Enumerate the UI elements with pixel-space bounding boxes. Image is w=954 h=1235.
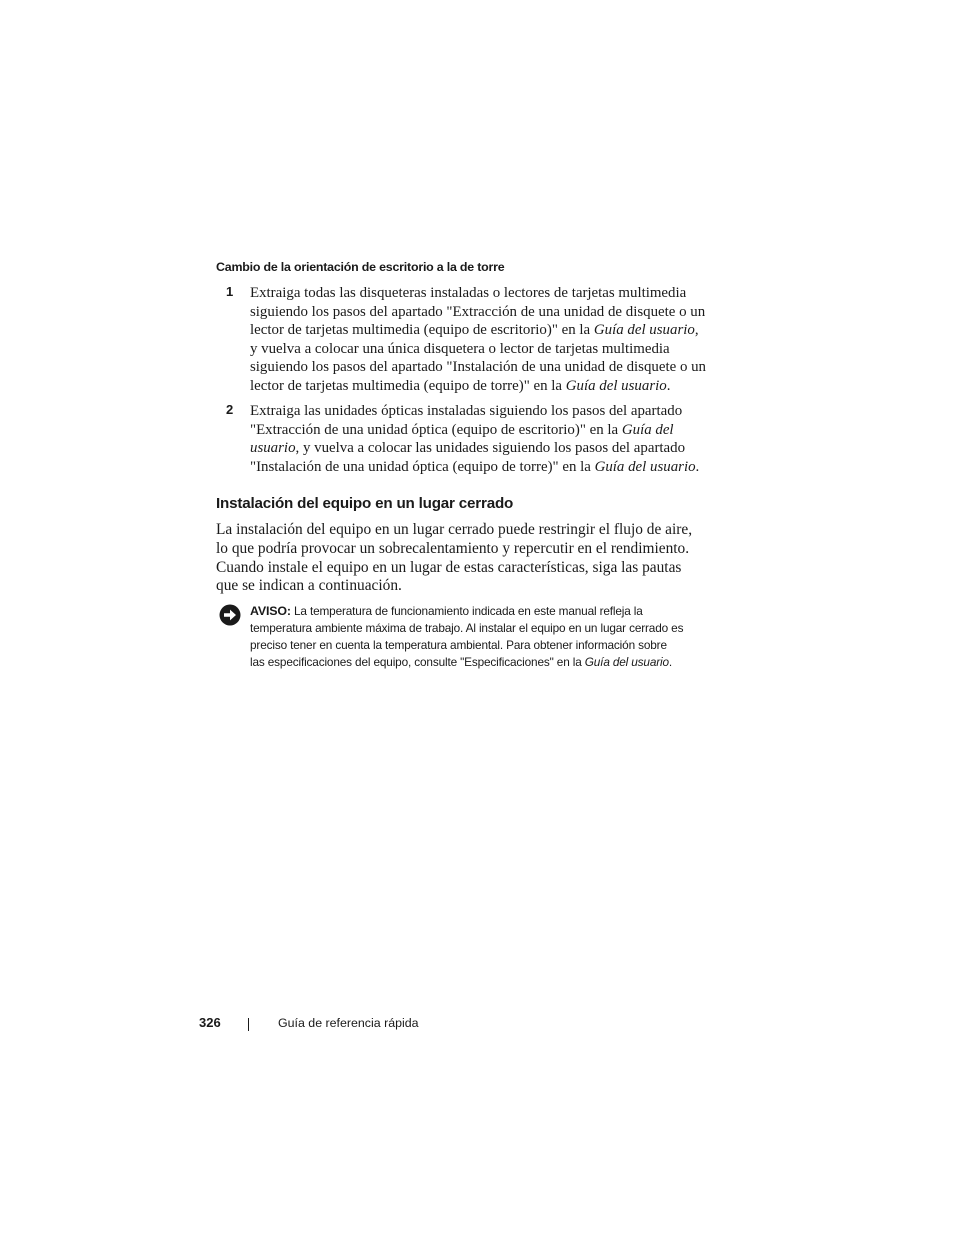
step-line: lector de tarjetas multimedia (equipo de escritorio)" en la Guía del usuario, [250, 322, 699, 339]
notice-arrow-icon [219, 604, 241, 626]
paragraph-line: La instalación del equipo en un lugar cerrado puede restringir el flujo de aire, [216, 521, 693, 538]
step-line: "Extracción de una unidad óptica (equipo de escritorio)" en la Guía del [250, 421, 674, 438]
step-line: y vuelva a colocar una única disquetera o lector de tarjetas multimedia [250, 340, 670, 357]
notice-text [250, 603, 720, 671]
subheading: Cambio de la orientación de escritorio a la de torre [216, 260, 505, 274]
section-heading: Instalación del equipo en un lugar cerrado [216, 495, 514, 512]
step-line: lector de tarjetas multimedia (equipo de torre)" en la Guía del usuario. [250, 377, 671, 394]
paragraph-line: que se indican a continuación. [216, 577, 402, 595]
notice-label: AVISO: [250, 604, 291, 618]
paragraph-line: Cuando instale el equipo en un lugar de estas características, siga las pautas [216, 558, 682, 576]
step-number: 1 [226, 284, 234, 299]
notice-line: temperatura ambiente máxima de trabajo. Al instalar el equipo en un lugar cerrado es [250, 621, 684, 635]
step-line: Extraiga las unidades ópticas instaladas siguiendo los pasos del apartado [250, 403, 683, 419]
step-line: Extraiga todas las disqueteras instaladas o lectores de tarjetas multimedia [250, 285, 687, 301]
step-line: "Instalación de una unidad óptica (equipo de torre)" en la Guía del usuario. [250, 458, 700, 475]
step-line: usuario, y vuelva a colocar las unidades siguiendo los pasos del apartado [250, 440, 686, 457]
page-footer [0, 1015, 954, 1035]
footer-separator [248, 1018, 249, 1031]
notice-line: preciso tener en cuenta la temperatura ambiental. Para obtener información sobre [250, 638, 667, 652]
notice-line: AVISO: La temperatura de funcionamiento indicada en este manual refleja la [250, 604, 643, 618]
step-number: 2 [226, 402, 234, 417]
paragraph-line: lo que podría provocar un sobrecalentamiento y repercutir en el rendimiento. [216, 539, 690, 557]
page-number: 326 [199, 1015, 221, 1030]
body-paragraph [216, 521, 716, 596]
step-text [250, 402, 720, 476]
step-text [250, 284, 720, 396]
footer-title: Guía de referencia rápida [278, 1016, 419, 1030]
notice-line: las especificaciones del equipo, consulte "Especificaciones" en la Guía del usuario. [250, 655, 673, 669]
step-line: siguiendo los pasos del apartado "Extracción de una unidad de disquete o un [250, 303, 706, 320]
step-line: siguiendo los pasos del apartado "Instalación de una unidad de disquete o un [250, 359, 706, 376]
